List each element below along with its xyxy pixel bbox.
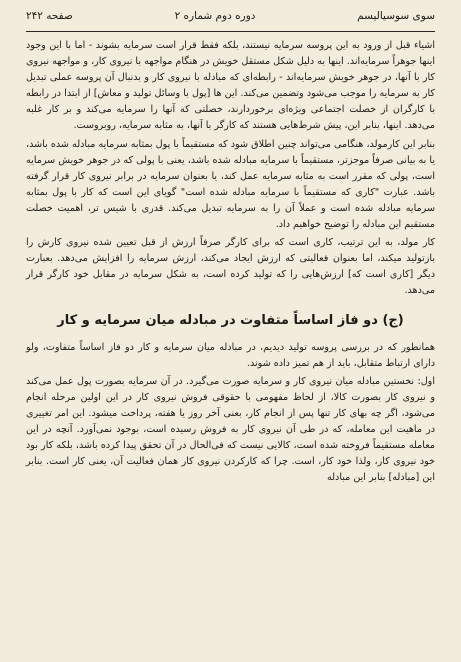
body-paragraph: اشیاء قبل از ورود به این پروسه سرمایه نیستند، بلکه فقط قرار است سرمایه بشوند - اما با این وجود اینها جوهراً سرمایه‌اند. اینها به دلیل شکل مستقل خویش در هنگام مواجهه با نیروی کار، و مواجهه نیروی کار با آنها، در جوهر خویش سرمایه‌اند - رابطه‌ای که مبادله با نیروی کار و بدنبال آن پروسه عملی تبدیل کار به سرمایه را موجب می‌شود وتضمین می‌کند. این ها [پول با وسائل تولید و معاش] از ابتدا در رابطه با کارگران از خصلت اجتماعی ویژه‌ای برخوردارند، خصلتی که آنها را سرمایه می‌کند و بر کار غلبه می‌دهد. اینها، بنابر این، پیش شرط‌هایی هستند که کارگر با آنها، به مثابه سرمایه، روبروست.	[26, 40, 435, 132]
journal-title: سوی سوسیالیسم	[357, 10, 435, 22]
body-paragraph: بنابر این کارمولد، هنگامی می‌تواند چنین اطلاق شود که مستقیماً با پول بمثابه سرمایه مبادله شده باشد، یا به بیانی صرفاً موجزتر، مستقیماً با سرمایه مبادله شده باشد، یعنی با پولی که در جوهر خویش سرمایه است، پولی که مقرر است به مثابه سرمایه عمل کند، یا بعنوان سرمایه در برابر نیروی کار قرار گرفته باشد. عبارت "کاری که مستقیماً با سرمایه مبادله شده است" گویای این است که کار با پول بمثابه سرمایه مبادله شده است و عملاً آن را به سرمایه تبدیل می‌کند. قدری با شیس تر، اهمیت خصلت مستقیم این مبادله را توضیح خواهیم داد.	[26, 138, 435, 231]
header-divider	[26, 31, 435, 32]
body-paragraph: همانطور که در بررسی پروسه تولید دیدیم، در مبادله میان سرمایه و کار دو فاز اساساً متفاوت، ولو دارای ارتباط متقابل، باید از هم تمیز داده شوند.	[26, 341, 435, 369]
issue-info: دوره دوم شماره ۲	[174, 10, 256, 22]
body-paragraph: اول: نخستین مبادله میان نیروی کار و سرمایه صورت می‌گیرد. در آن سرمایه بصورت پول عمل می‌کند و نیروی کار بصورت کالا، از لحاظ مفهومی با حقوقی فروش نیروی کار در این اولین مرحله انجام می‌شود، اگر چه بهای کار تنها پس از انجام کار، بعنی آخر روز یا هفته، پرداخت میشود. این امر تغییری در ماهیت این معامله، که در طی آن نیروی کار به فروش رسیده است، بوجود نمی‌آورد. آنچه در این معامله مستقیماً فروخته شده است، کالایی نیست که فی‌الحال در آن تحقق پیدا کرده باشد، بلکه کار بود خود نیروی کار، ولذا خود کار، است. چرا که کارکردن نیروی کار همان فعالیت آن، یعنی کار است. بنابر این [مبادله] بنابر این مبادله	[26, 375, 435, 484]
section-heading: (ج) دو فاز اساساً متفاوت در مبادله میان سرمایه و کار	[57, 312, 404, 328]
page-number: صفحه ۲۴۲	[26, 10, 73, 22]
page-header	[26, 10, 435, 28]
body-paragraph: کار مولد، به این ترتیب، کاری است که برای کارگر صرفاً ارزش از قبل تعیین شده نیروی کارش را بازتولید میکند، اما بعنوان فعالیتی که ارزش ایجاد می‌کند، ارزش سرمایه را افزایش می‌دهد. بعبارت دیگر [کاری است که] ارزش‌هایی را که تولید کرده است، به شکل سرمایه در مقابل خود کارگر قرار می‌دهد.	[26, 237, 435, 297]
